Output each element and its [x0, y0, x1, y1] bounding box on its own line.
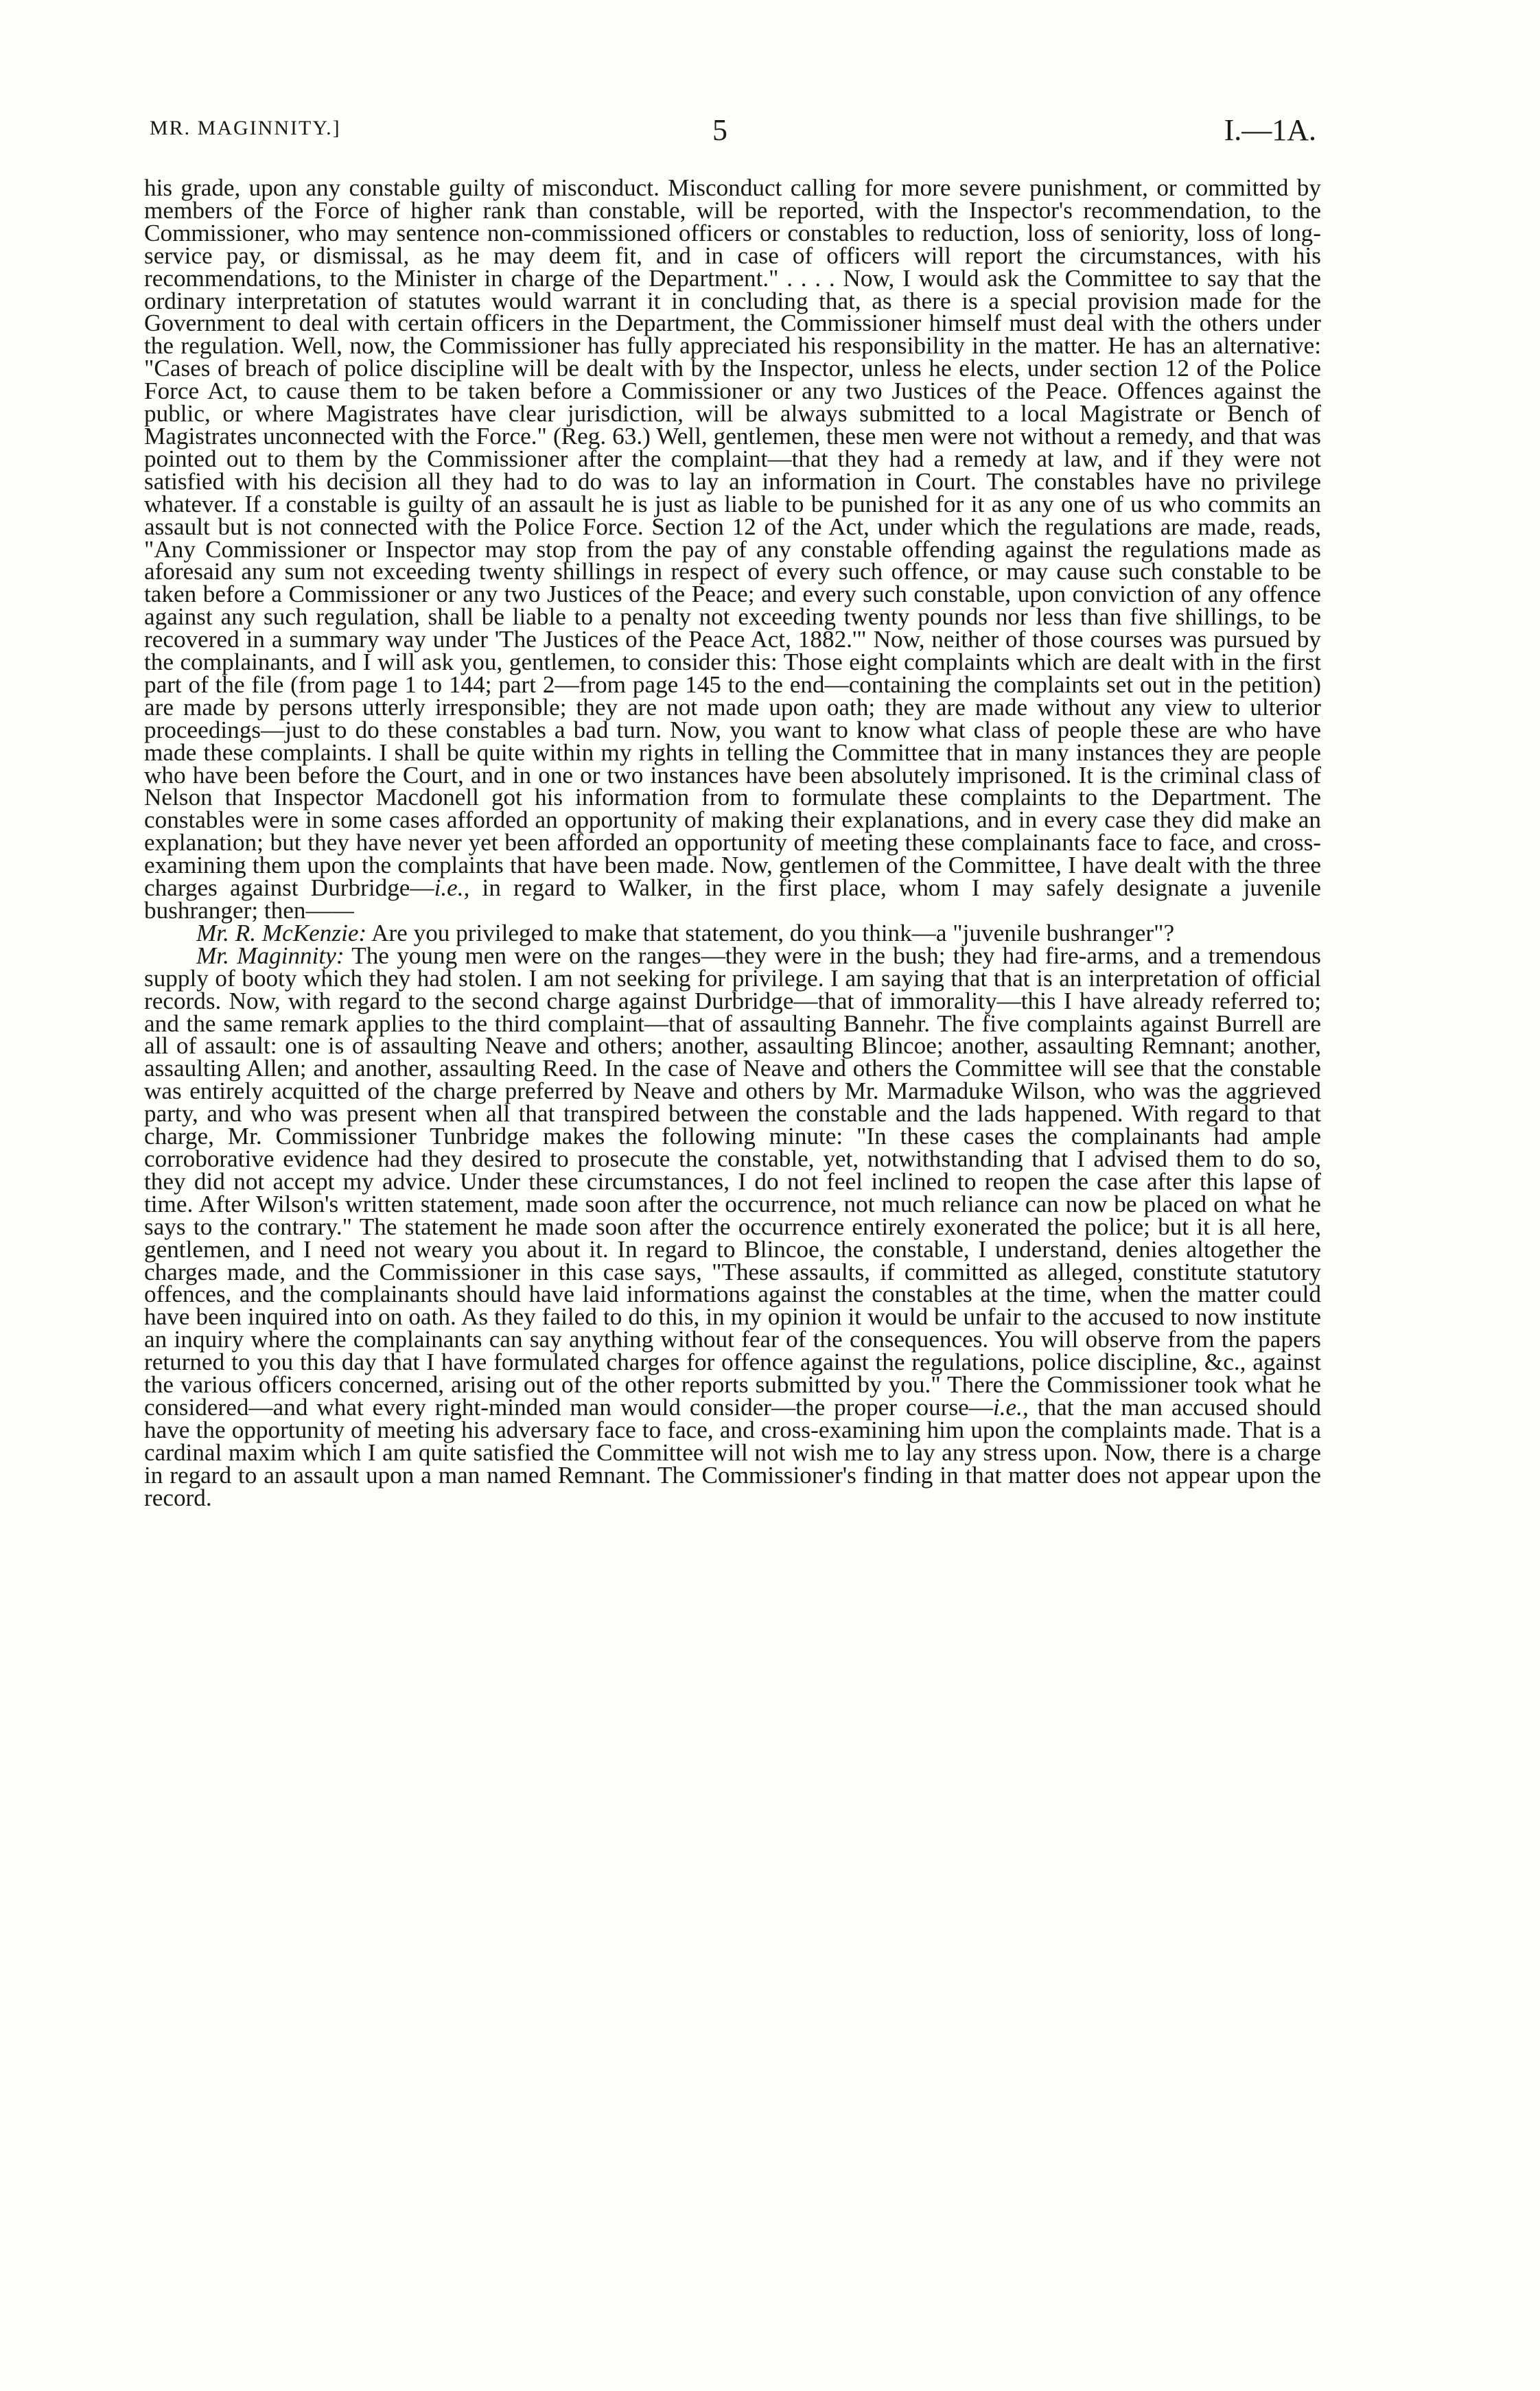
paragraph-text: , in regard to Walker, in the first place, whom I may safely designate a juvenile bushranger; then—— [144, 874, 1321, 924]
speaker-name: Mr. R. McKenzie: [196, 919, 367, 946]
page-number: 5 [712, 113, 727, 147]
paragraph [144, 942, 1321, 1511]
paragraph-text: Are you privileged to make that statement, do you think—a "juvenile bushranger"? [366, 919, 1175, 946]
paragraph-text: , that the man accused should have the opportunity of meeting his adversary face to face, and cross-examining him upon the complaints made. That is a cardinal maxim which I am quite satisfied the Committee will not wish me to lay any stress upon. Now, there is a charge in regard to an assault upon a man named Remnant. The Commissioner's finding in that matter does not appear upon the record. [144, 1393, 1321, 1511]
document-body [144, 174, 1321, 1511]
speaker-name: Mr. Maginnity: [196, 942, 345, 969]
page-header [150, 113, 1316, 158]
paper-reference: I.—1A. [1224, 113, 1316, 147]
paragraph-text: The young men were on the ranges—they were in the bush; they had fire-arms, and a tremendous supply of booty which they had stolen. I am not seeking for privilege. I am saying that that is an interpretation of official records. Now, with regard to the second charge against Durbridge—that of immorality—this I have already referred to; and the same remark applies to the third complaint—that of assaulting Bannehr. The five complaints against Burrell are all of assault: one is of assaulting Neave and others; another, assaulting Blincoe; another, assaulting Remnant; another, assaulting Allen; and another, assaulting Reed. In the case of Neave and others the Committee will see that the constable was entirely acquitted of the charge preferred by Neave and others by Mr. Marmaduke Wilson, who was the aggrieved party, and who was present when all that transpired between the constable and the lads happened. With regard to that charge, Mr. Commissioner Tunbridge makes the following minute: "In these cases the complainants had ample corroborative evidence had they desired to prosecute the constable, yet, notwithstanding that I advised them to do so, they did not accept my advice. Under these circumstances, I do not feel inclined to reopen the case after this lapse of time. After Wilson's written statement, made soon after the occurrence, not much reliance can now be placed on what he says to the contrary." The statement he made soon after the occurrence entirely exonerated the police; but it is all here, gentlemen, and I need not weary you about it. In regard to Blincoe, the constable, I understand, denies altogether the charges made, and the Commissioner in this case says, "These assaults, if committed as alleged, constitute statutory offences, and the complainants should have laid informations against the constables at the time, when the matter could have been inquired into on oath. As they failed to do this, in my opinion it would be unfair to the accused to now institute an inquiry where the complainants can say anything without fear of the consequences. You will observe from the papers returned to you this day that I have formulated charges for offence against the regulations, police discipline, &c., against the various officers concerned, arising out of the other reports submitted by you." There the Commissioner took what he considered—and what every right-minded man would consider—the proper course— [144, 942, 1321, 1421]
paragraph-text: his grade, upon any constable guilty of misconduct. Misconduct calling for more severe punishment, or committed by members of the Force of higher rank than constable, will be reported, with the Inspector's recommendation, to the Commissioner, who may sentence non-commissioned officers or constables to reduction, loss of seniority, loss of long-service pay, or dismissal, as he may deem fit, and in case of officers will report the circumstances, with his recommendations, to the Minister in charge of the Department." . . . . Now, I would ask the Committee to say that the ordinary interpretation of statutes would warrant it in concluding that, as there is a special provision made for the Government to deal with certain officers in the Department, the Commissioner himself must deal with the others under the regulation. Well, now, the Commissioner has fully appreciated his responsibility in the matter. He has an alternative: "Cases of breach of police discipline will be dealt with by the Inspector, unless he elects, under section 12 of the Police Force Act, to cause them to be taken before a Commissioner or any two Justices of the Peace. Offences against the public, or where Magistrates have clear jurisdiction, will be always submitted to a local Magistrate or Bench of Magistrates unconnected with the Force." (Reg. 63.) Well, gentlemen, these men were not without a remedy, and that was pointed out to them by the Commissioner after the complaint—that they had a remedy at law, and if they were not satisfied with his decision all they had to do was to lay an information in Court. The constables have no privilege whatever. If a constable is guilty of an assault he is just as liable to be punished for it as any one of us who commits an assault but is not connected with the Police Force. Section 12 of the Act, under which the regulations are made, reads, "Any Commissioner or Inspector may stop from the pay of any constable offending against the regulations made as aforesaid any sum not exceeding twenty shillings in respect of every such offence, or may cause such constable to be taken before a Commissioner or any two Justices of the Peace; and every such constable, upon conviction of any offence against any such regulation, shall be liable to a penalty not exceeding twenty pounds nor less than five shillings, to be recovered in a summary way under 'The Justices of the Peace Act, 1882.'" Now, neither of those courses was pursued by the complainants, and I will ask you, gentlemen, to consider this: Those eight complaints which are dealt with in the first part of the file (from page 1 to 144; part 2—from page 145 to the end—containing the complaints set out in the petition) are made by persons utterly irresponsible; they are not made upon oath; they are made without any view to ulterior proceedings—just to do these constables a bad turn. Now, you want to know what class of people these are who have made these complaints. I shall be quite within my rights in telling the Committee that in many instances they are people who have been before the Court, and in one or two instances have been absolutely imprisoned. It is the criminal class of Nelson that Inspector Macdonell got his information from to formulate these complaints to the Department. The constables were in some cases afforded an opportunity of making their explanations, and in every case they did make an explanation; but they have never yet been afforded an opportunity of meeting these complainants face to face, and cross-examining them upon the complaints that have been made. Now, gentlemen of the Committee, I have dealt with the three charges against Durbridge— [144, 174, 1321, 902]
abbreviation: i.e. [434, 874, 464, 902]
header-speaker: MR. MAGINNITY.] [150, 117, 341, 139]
paragraph [144, 174, 1321, 924]
abbreviation: i.e. [992, 1393, 1023, 1421]
